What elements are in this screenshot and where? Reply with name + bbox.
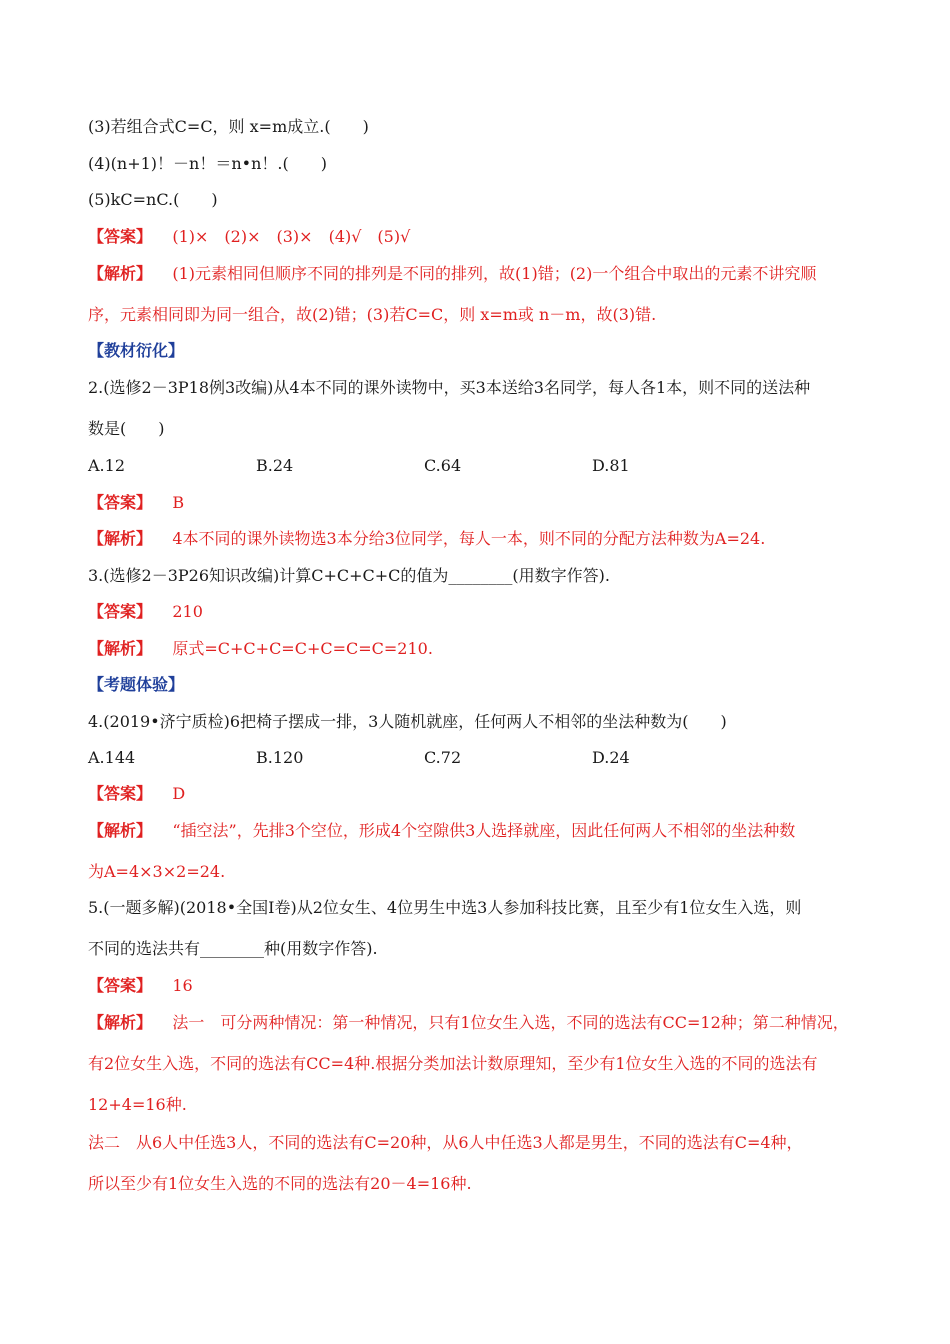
- answer-tag: 【答案】: [88, 602, 153, 621]
- answer-tag: 【答案】: [88, 227, 153, 246]
- question-5-stem-2: 不同的选法共有________种(用数字作答).: [88, 939, 378, 958]
- analysis-line-q1-2: 序，元素相同即为同一组合，故(2)错；(3)若C=C，则 x=m或 n－m，故(3)错.: [88, 305, 657, 324]
- analysis-text: 法一 可分两种情况：第一种情况，只有1位女生入选，不同的选法有CC=12种；第二种情况，: [172, 1013, 849, 1032]
- analysis-line-q2: [88, 529, 878, 549]
- question-2-options: [88, 456, 878, 476]
- answer-line-q4: [88, 784, 878, 804]
- option-d: D.81: [592, 456, 630, 475]
- analysis-tag: 【解析】: [88, 529, 153, 548]
- answer-text: B: [172, 493, 185, 512]
- option-b: B.24: [256, 456, 294, 475]
- answer-line-q2: [88, 493, 878, 513]
- analysis-line-q5-2: 有2位女生入选，不同的选法有CC=4种.根据分类加法计数原理知，至少有1位女生入选的不同的选法有: [88, 1054, 818, 1073]
- question-3-stem: 3.(选修2－3P26知识改编)计算C+C+C+C的值为________(用数字作答).: [88, 566, 610, 585]
- answer-text: 210: [172, 602, 203, 621]
- analysis-line-q5-3: 12+4=16种.: [88, 1095, 187, 1114]
- section-heading-exam: 【考题体验】: [88, 675, 185, 694]
- option-a: A.144: [88, 748, 136, 767]
- option-b: B.120: [256, 748, 304, 767]
- question-2-stem-1: 2.(选修2－3P18例3改编)从4本不同的课外读物中，买3本送给3名同学，每人各1本，则不同的送法种: [88, 378, 811, 397]
- analysis-tag: 【解析】: [88, 821, 153, 840]
- text-line-item-5: (5)kC=nC.( ): [88, 190, 218, 209]
- option-c: C.64: [424, 456, 462, 475]
- analysis-text: 原式=C+C+C=C+C=C=C=210.: [172, 639, 433, 658]
- answer-text: 16: [172, 976, 193, 995]
- answer-line-q5: [88, 976, 878, 996]
- analysis-text: “插空法”，先排3个空位，形成4个空隙供3人选择就座，因此任何两人不相邻的坐法种数: [172, 821, 796, 840]
- answer-text: (1)× (2)× (3)× (4)√ (5)√: [172, 227, 411, 246]
- question-4-options: [88, 748, 878, 768]
- question-4-stem: 4.(2019•济宁质检)6把椅子摆成一排，3人随机就座，任何两人不相邻的坐法种数为( ): [88, 712, 727, 731]
- analysis-tag: 【解析】: [88, 1013, 153, 1032]
- answer-tag: 【答案】: [88, 493, 153, 512]
- analysis-tag: 【解析】: [88, 264, 153, 283]
- analysis-line-q4-1: [88, 821, 878, 841]
- text-line-item-4: (4)(n+1)！－n！＝n•n！.( ): [88, 154, 327, 173]
- text-line-item-3: (3)若组合式C=C，则 x=m成立.( ): [88, 117, 369, 136]
- answer-line-q1: [88, 227, 878, 247]
- section-heading-textbook: 【教材衍化】: [88, 341, 185, 360]
- analysis-line-q4-2: 为A=4×3×2=24.: [88, 862, 226, 881]
- analysis-line-q3: [88, 639, 878, 659]
- analysis-line-q1-1: [88, 264, 878, 284]
- analysis-line-q5-5: 所以至少有1位女生入选的不同的选法有20－4=16种.: [88, 1174, 472, 1193]
- question-2-stem-2: 数是( ): [88, 419, 165, 438]
- analysis-tag: 【解析】: [88, 639, 153, 658]
- option-c: C.72: [424, 748, 462, 767]
- analysis-line-q5-4: 法二 从6人中任选3人，不同的选法有C=20种，从6人中任选3人都是男生，不同的选法有C=4种，: [88, 1133, 803, 1152]
- answer-tag: 【答案】: [88, 976, 153, 995]
- option-d: D.24: [592, 748, 630, 767]
- question-5-stem-1: 5.(一题多解)(2018•全国Ⅰ卷)从2位女生、4位男生中选3人参加科技比赛，且至少有1位女生入选，则: [88, 898, 802, 917]
- analysis-line-q5-1: [88, 1013, 878, 1033]
- analysis-text: 4本不同的课外读物选3本分给3位同学，每人一本，则不同的分配方法种数为A=24.: [172, 529, 766, 548]
- analysis-text: (1)元素相同但顺序不同的排列是不同的排列，故(1)错；(2)一个组合中取出的元素不讲究顺: [172, 264, 817, 283]
- answer-text: D: [172, 784, 186, 803]
- answer-tag: 【答案】: [88, 784, 153, 803]
- option-a: A.12: [88, 456, 125, 475]
- answer-line-q3: [88, 602, 878, 622]
